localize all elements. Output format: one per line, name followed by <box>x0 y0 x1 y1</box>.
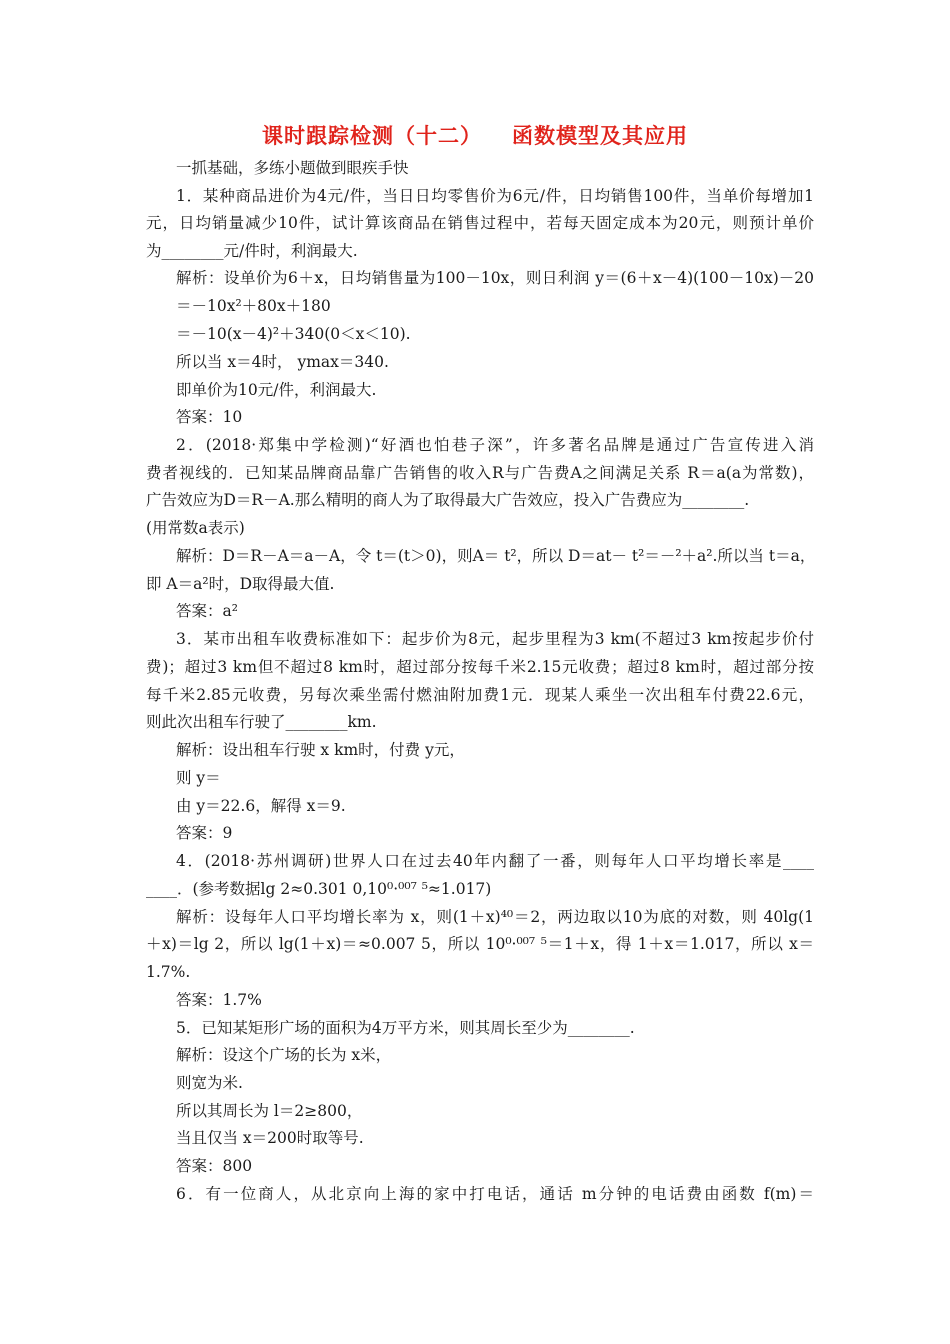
title-left: 课时跟踪检测（十二） <box>262 123 482 148</box>
text-line: 5．已知某矩形广场的面积为4万平方米，则其周长至少为________. <box>176 1019 635 1037</box>
text-line: ＝－10x²＋80x＋180 <box>176 297 331 315</box>
text-line: 即 A＝a²时，D取得最大值. <box>146 575 335 593</box>
section-heading: 一抓基础，多练小题做到眼疾手快 <box>176 159 409 177</box>
text-line: 每千米2.85元收费，另每次乘坐需付燃油附加费1元．现某人乘坐一次出租车付费22.6元， <box>146 686 814 704</box>
text-line: 则宽为米. <box>176 1074 243 1092</box>
text-line: (用常数a表示) <box>146 519 245 537</box>
text-line: ＝－10(x－4)²＋340(0＜x＜10). <box>176 325 411 343</box>
text-line: 即单价为10元/件，利润最大. <box>176 381 377 399</box>
text-line: ____．(参考数据lg 2≈0.301 0,10⁰·⁰⁰⁷ ⁵≈1.017) <box>146 880 492 898</box>
answer-line: 答案：9 <box>176 824 233 842</box>
answer-line: 答案：10 <box>176 408 243 426</box>
text-line: 1．某种商品进价为4元/件，当日日均零售价为6元/件，日均销售100件，当单价每增加1 <box>176 187 814 205</box>
text-line: 解析：设出租车行驶 x km时，付费 y元， <box>176 741 465 759</box>
answer-line: 答案：800 <box>176 1157 253 1175</box>
answer-line: 答案：a² <box>176 602 238 620</box>
text-line: 1.7%. <box>146 963 191 981</box>
text-line: 则 y＝ <box>176 769 221 787</box>
answer-line: 答案：1.7% <box>176 991 262 1009</box>
text-line: 所以其周长为 l＝2≥800， <box>176 1102 363 1120</box>
text-line: 2．(2018·郑集中学检测)“好酒也怕巷子深”，许多著名品牌是通过广告宣传进入消 <box>176 436 814 454</box>
text-line: 解析：D＝R－A＝a－A，令 t＝(t＞0)，则A＝ t²，所以 D＝at－ t²＝－²＋a².所以当 t＝a， <box>176 547 816 565</box>
page-title <box>0 120 950 150</box>
text-line: 4．(2018·苏州调研)世界人口在过去40年内翻了一番，则每年人口平均增长率是____ <box>176 852 814 870</box>
text-line: 费)；超过3 km但不超过8 km时，超过部分按每千米2.15元收费；超过8 km时，超过部分按 <box>146 658 814 676</box>
text-line: 为________元/件时，利润最大. <box>146 242 358 260</box>
text-line: 元，日均销量减少10件，试计算该商品在销售过程中，若每天固定成本为20元，则预计单价 <box>146 214 814 232</box>
text-line: 解析：设单价为6＋x，日均销售量为100－10x，则日利润 y＝(6＋x－4)(100－10x)－20 <box>176 269 814 287</box>
text-line: ＋x)＝lg 2，所以 lg(1＋x)＝≈0.007 5，所以 10⁰·⁰⁰⁷ ⁵＝1＋x，得 1＋x＝1.017，所以 x＝ <box>146 935 814 953</box>
text-line: 则此次出租车行驶了________km. <box>146 713 377 731</box>
title-right: 函数模型及其应用 <box>512 123 688 148</box>
text-line: 所以当 x＝4时， ymax＝340. <box>176 353 389 371</box>
text-line: 解析：设每年人口平均增长率为 x，则(1＋x)⁴⁰＝2，两边取以10为底的对数，则 40lg(1 <box>176 908 814 926</box>
text-line: 3．某市出租车收费标准如下：起步价为8元，起步里程为3 km(不超过3 km按起步价付 <box>176 630 814 648</box>
text-line: 解析：设这个广场的长为 x米， <box>176 1046 392 1064</box>
text-line: 当且仅当 x＝200时取等号. <box>176 1129 364 1147</box>
text-line: 广告效应为D＝R－A.那么精明的商人为了取得最大广告效应，投入广告费应为________. <box>146 491 750 509</box>
text-line: 6．有一位商人，从北京向上海的家中打电话，通话 m分钟的电话费由函数 f(m)＝ <box>176 1185 814 1203</box>
text-line: 由 y＝22.6，解得 x＝9. <box>176 797 346 815</box>
text-line: 费者视线的．已知某品牌商品靠广告销售的收入R与广告费A之间满足关系 R＝a(a为常数)， <box>146 464 814 482</box>
